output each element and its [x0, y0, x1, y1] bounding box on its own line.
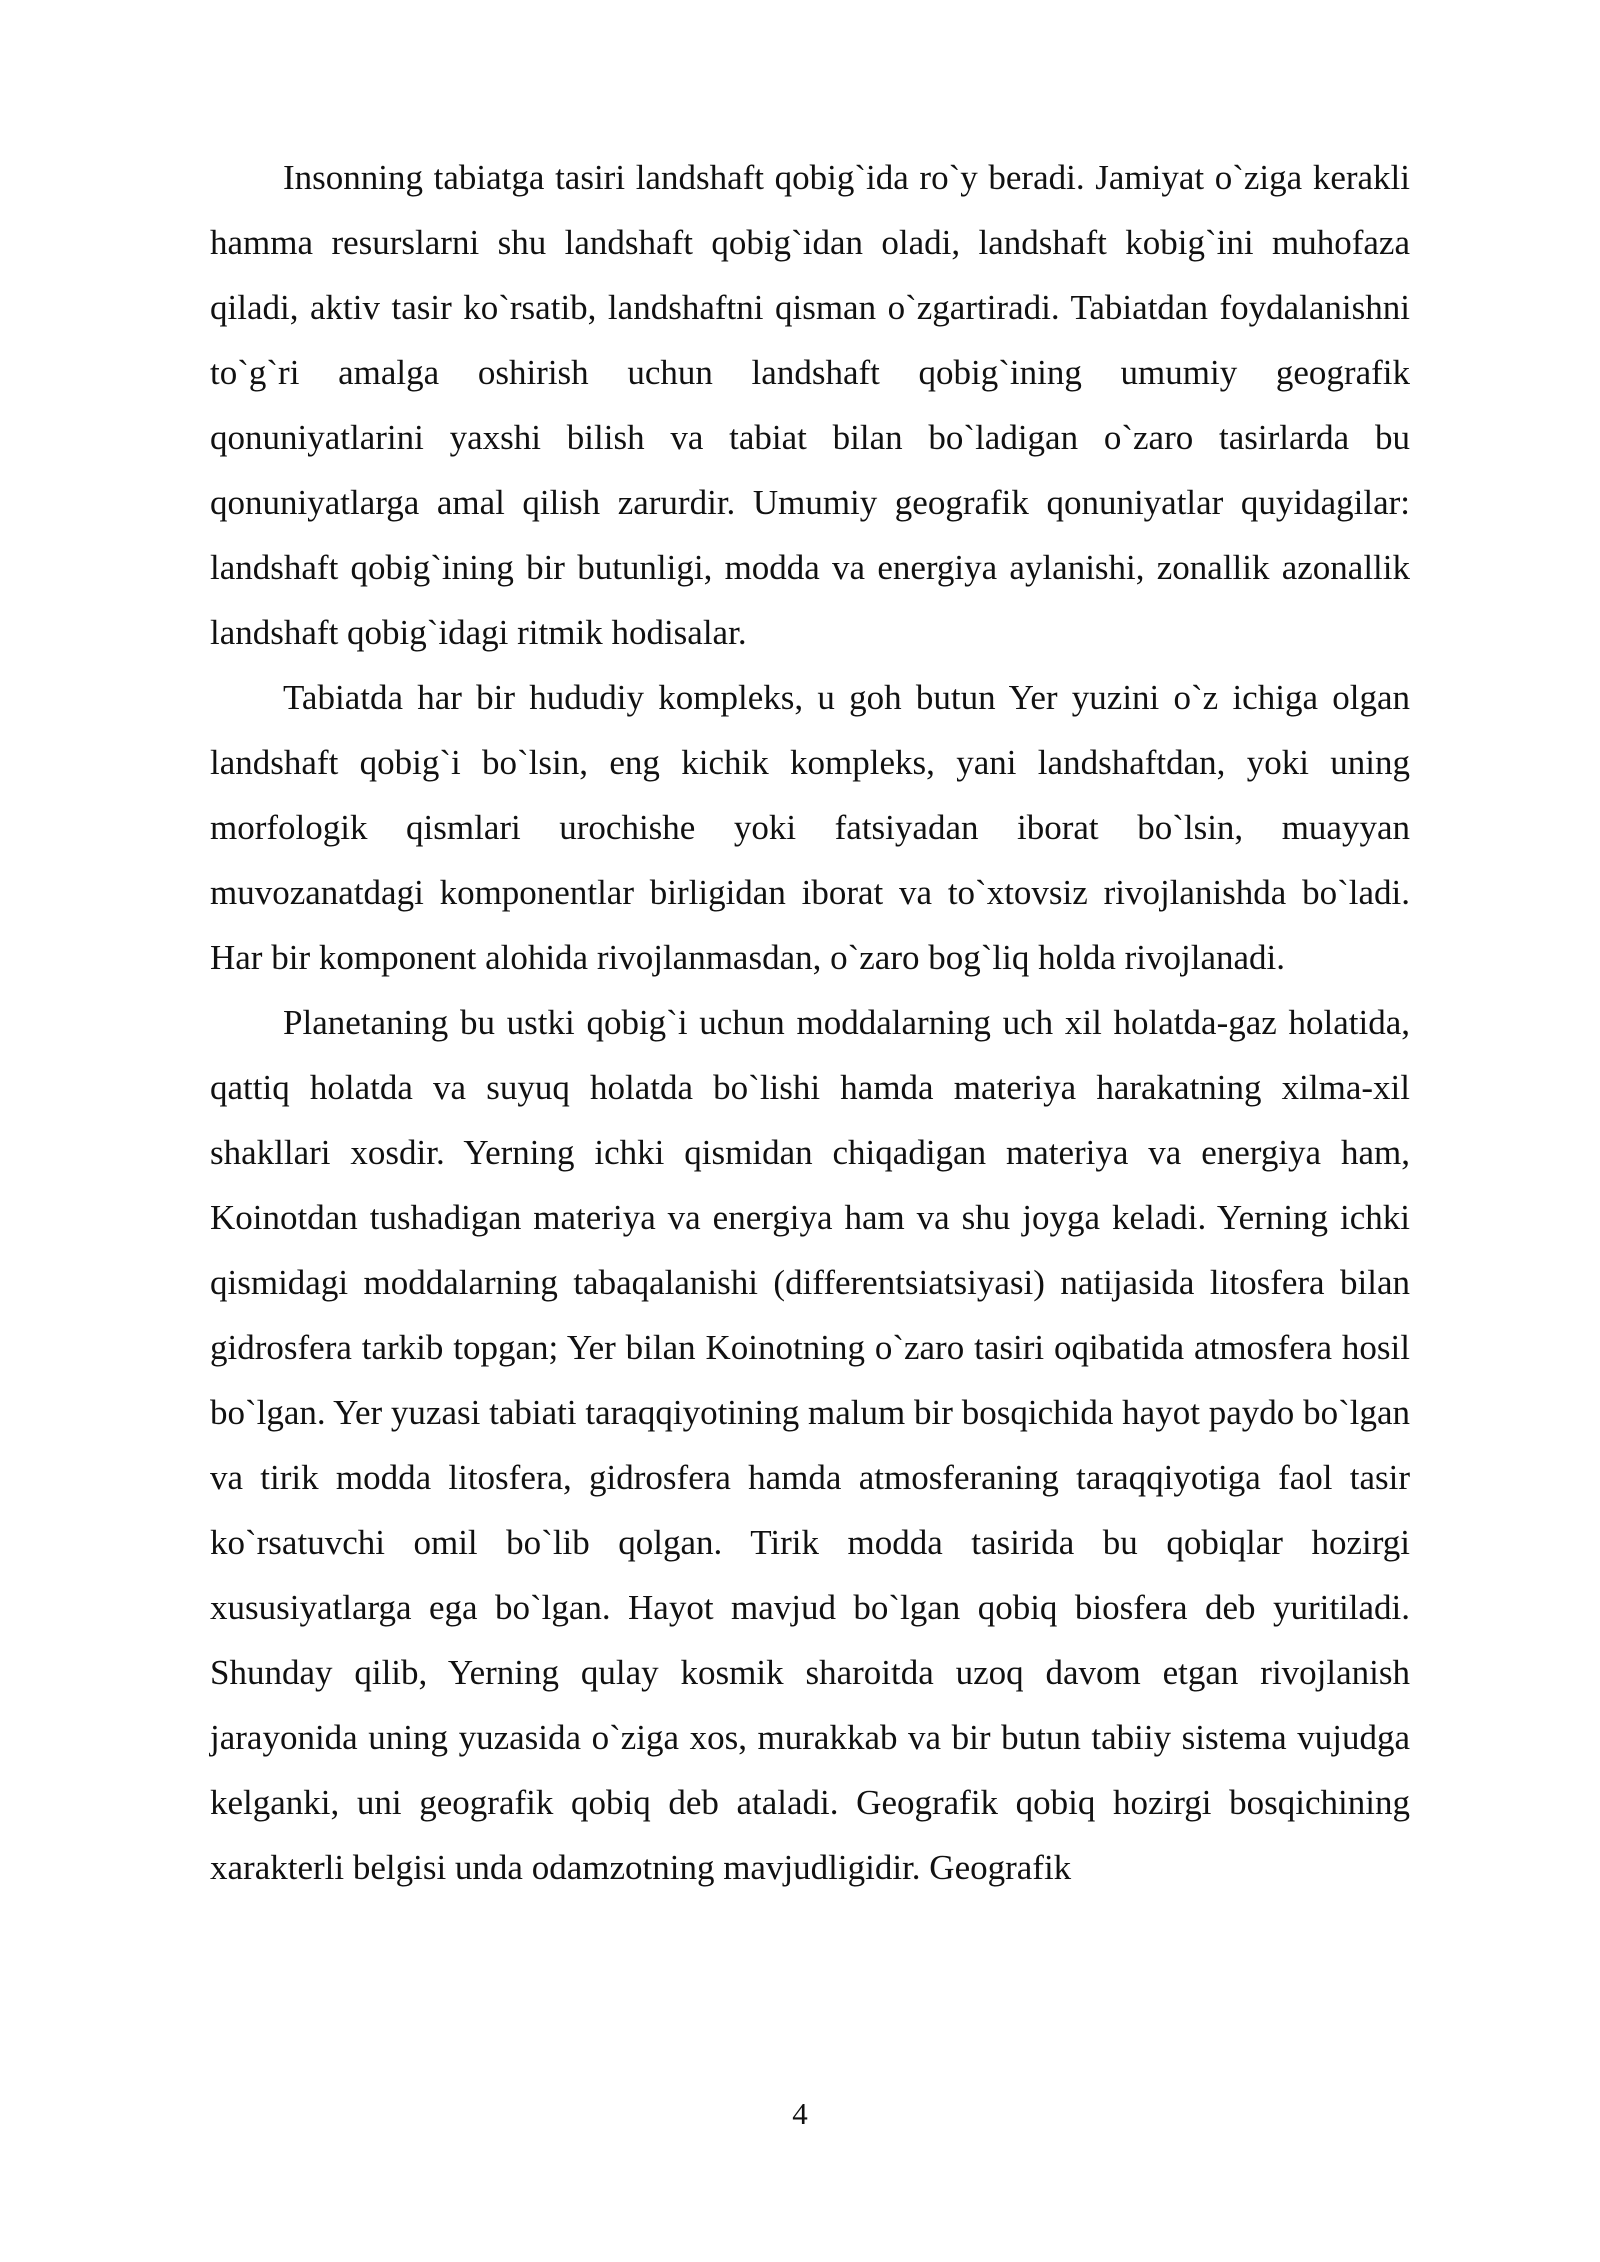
paragraph: Planetaning bu ustki qobig`i uchun moddalarning uch xil holatda-gaz holatida, qattiq holatda va suyuq holatda bo`lishi hamda materiya harakatning xilma-xil shakllari xosdir. Yerning ichki qismidan chiqadigan materiya va energiya ham, Koinotdan tushadigan materiya va energiya ham va shu joyga keladi. Yerning ichki qismidagi moddalarning tabaqalanishi (differentsiatsiyasi) natijasida litosfera bilan gidrosfera tarkib topgan; Yer bilan Koinotning o`zaro tasiri oqibatida atmosfera hosil bo`lgan. Yer yuzasi tabiati taraqqiyotining malum bir bosqichida hayot paydo bo`lgan va tirik modda litosfera, gidrosfera hamda atmosferaning taraqqiyotiga faol tasir ko`rsatuvchi omil bo`lib qolgan. Tirik modda tasirida bu qobiqlar hozirgi xususiyatlarga ega bo`lgan. Hayot mavjud bo`lgan qobiq biosfera deb yuritiladi. Shunday qilib, Yerning qulay kosmik sharoitda uzoq davom etgan rivojlanish jarayonida uning yuzasida o`ziga xos, murakkab va bir butun tabiiy sistema vujudga kelganki, uni geografik qobiq deb ataladi. Geografik qobiq hozirgi bosqichining xarakterli belgisi unda odamzotning mavjudligidir. Geografik	[210, 1003, 1410, 1887]
paragraph: Insonning tabiatga tasiri landshaft qobig`ida ro`y beradi. Jamiyat o`ziga kerakli hamma resurslarni shu landshaft qobig`idan oladi, landshaft kobig`ini muhofaza qiladi, aktiv tasir ko`rsatib, landshaftni qisman o`zgartiradi. Tabiatdan foydalanishni to`g`ri amalga oshirish uchun landshaft qobig`ining umumiy geografik qonuniyatlarini yaxshi bilish va tabiat bilan bo`ladigan o`zaro tasirlarda bu qonuniyatlarga amal qilish zarurdir. Umumiy geografik qonuniyatlar quyidagilar: landshaft qobig`ining bir butunligi, modda va energiya aylanishi, zonallik azonallik landshaft qobig`idagi ritmik hodisalar.	[210, 158, 1410, 652]
paragraph: Tabiatda har bir hududiy kompleks, u goh butun Yer yuzini o`z ichiga olgan landshaft qobig`i bo`lsin, eng kichik kompleks, yani landshaftdan, yoki uning morfologik qismlari urochishe yoki fatsiyadan iborat bo`lsin, muayyan muvozanatdagi komponentlar birligidan iborat va to`xtovsiz rivojlanishda bo`ladi. Har bir komponent alohida rivojlanmasdan, o`zaro bog`liq holda rivojlanadi.	[210, 678, 1410, 977]
page-number: 4	[792, 2096, 808, 2131]
body-text	[210, 145, 1410, 1900]
